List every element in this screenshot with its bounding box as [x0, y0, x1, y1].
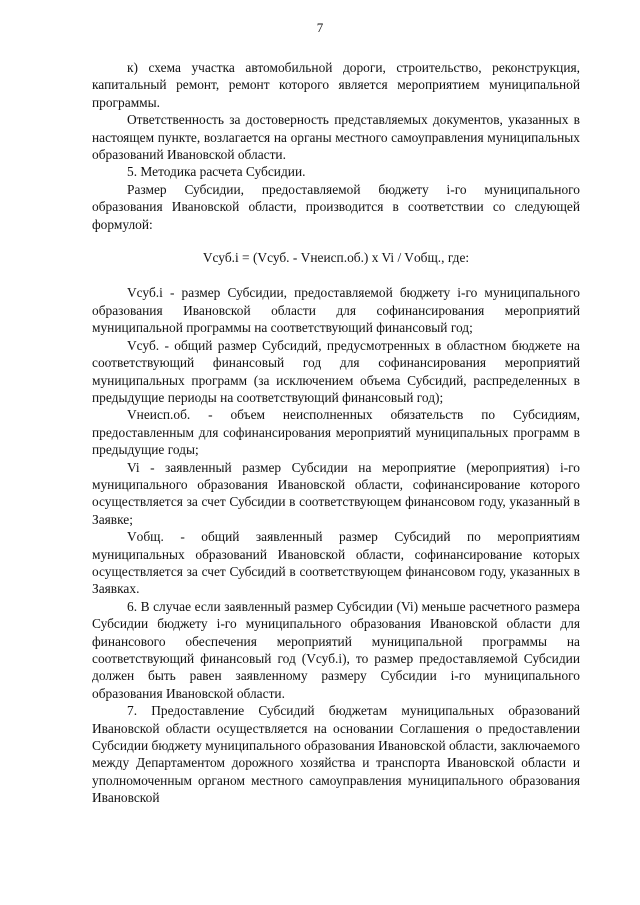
page-number: 7 [316, 20, 324, 35]
definition-vobsh: Vобщ. - общий заявленный размер Субсидий по мероприятиям муниципальных образований Ивановской области, софинансирование которых осуществляется за счет Субсидий в соответствующем финансовом году, указанных в Заявках. [92, 529, 580, 597]
definition-vi: Vi - заявленный размер Субсидии на мероприятие (мероприятия) i-го муниципального образования Ивановской области, софинансирование которого осуществляется за счет Субсидии в соответствующем финансовом году, указанный в Заявке; [92, 459, 580, 527]
definition-vsub-i: Vсуб.i - размер Субсидии, предоставляемой бюджету i-го муниципального образования Ивановской области для софинансирования мероприятий муниципальной программы на соответствующий финансовый год; [92, 285, 580, 336]
formula: Vсуб.i = (Vсуб. - Vнеисп.об.) x Vi / Vобщ., где: [202, 250, 470, 266]
paragraph-section-7: 7. Предоставление Субсидий бюджетам муниципальных образований Ивановской области осуществляется на основании Соглашения о предоставлении Субсидии бюджету муниципального образования Ивановской области, заключаемого между Департаментом дорожного хозяйства и транспорта Ивановской области и уполномоченным органом местного самоуправления муниципального образования Ивановской [92, 703, 580, 806]
definition-vneisp: Vнеисп.об. - объем неисполненных обязательств по Субсидиям, предоставленным для софинансирования мероприятий муниципальных программ в предыдущие годы; [92, 407, 580, 458]
paragraph-section-6: 6. В случае если заявленный размер Субсидии (Vi) меньше расчетного размера Субсидии бюджету i-го муниципального образования Ивановской области для финансового обеспечения мероприятий муниципальной программы на соответствующий финансовый год (Vсуб.i), то размер предоставляемой Субсидии должен быть равен заявленному размеру Субсидии i-го муниципального образования Ивановской области. [92, 598, 580, 701]
paragraph-item-k: к) схема участка автомобильной дороги, строительство, реконструкция, капитальный ремонт, ремонт которого является мероприятием муниципальной программы. [92, 60, 580, 110]
section-heading-5: 5. Методика расчета Субсидии. [127, 164, 306, 180]
paragraph-subsidy-size: Размер Субсидии, предоставляемой бюджету i-го муниципального образования Ивановской области, производится в соответствии со следующей формулой: [92, 181, 580, 232]
paragraph-responsibility: Ответственность за достоверность представляемых документов, указанных в настоящем пункте, возлагается на органы местного самоуправления муниципальных образований Ивановской области. [92, 112, 580, 163]
definition-vsub: Vсуб. - общий размер Субсидий, предусмотренных в областном бюджете на соответствующий финансовый год для софинансирования мероприятий муниципальных программ (за исключением объема Субсидий, распределенных в предыдущие периоды на соответствующий финансовый год); [92, 337, 580, 405]
document-body [92, 59, 580, 807]
